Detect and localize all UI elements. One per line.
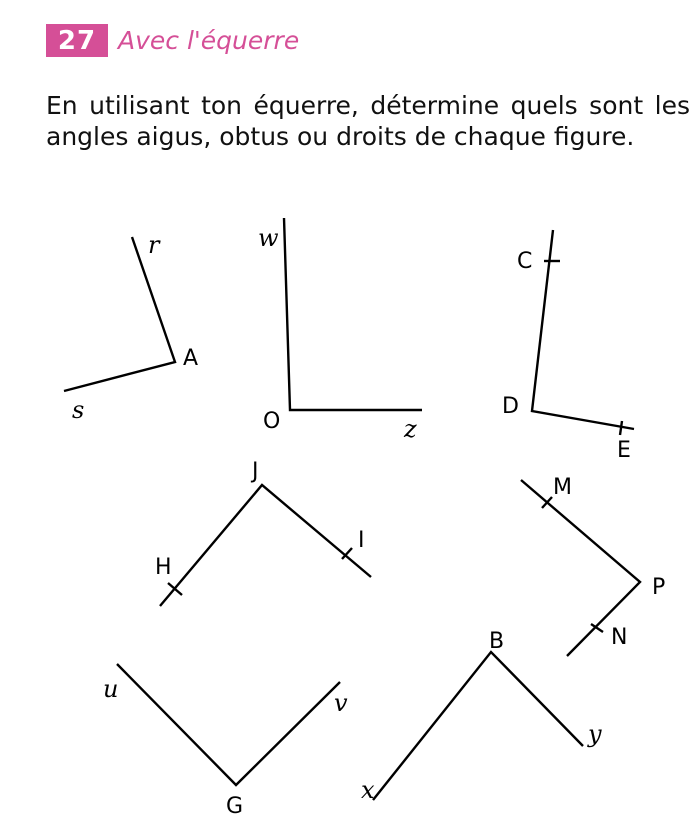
exercise-title: Avec l'équerre [118,26,300,55]
label-s: s [72,396,85,424]
instruction-text: En utilisant ton équerre, détermine quels sont les angles aigus, obtus ou droits de chaque figure. [46,91,690,151]
label-D: D [502,394,519,419]
label-C: C [517,249,533,274]
figure-angle-wOz [258,218,422,443]
label-N: N [611,625,628,650]
label-r: r [148,231,160,259]
label-u: u [103,675,119,703]
figure-angle-uGv [103,664,348,819]
figure-angle-CDE [502,230,634,463]
figure-angle-MPN [521,475,665,656]
label-y: y [588,720,602,748]
label-M: M [553,475,572,500]
figure-angle-HJI [155,459,371,606]
label-E: E [617,438,631,463]
label-B: B [489,629,505,654]
label-x: x [361,776,375,804]
label-G: G [226,794,244,819]
label-H: H [155,555,172,580]
label-w: w [258,224,279,252]
label-J: J [252,459,259,484]
label-I: I [358,528,365,553]
label-v: v [334,689,348,717]
label-P: P [652,575,666,600]
label-A: A [183,346,199,371]
figure-angle-rAs [64,231,198,424]
figure-angle-xBy [361,629,602,804]
label-z: z [404,415,417,443]
label-O: O [263,409,281,434]
exercise-number-badge: 27 [46,24,108,57]
